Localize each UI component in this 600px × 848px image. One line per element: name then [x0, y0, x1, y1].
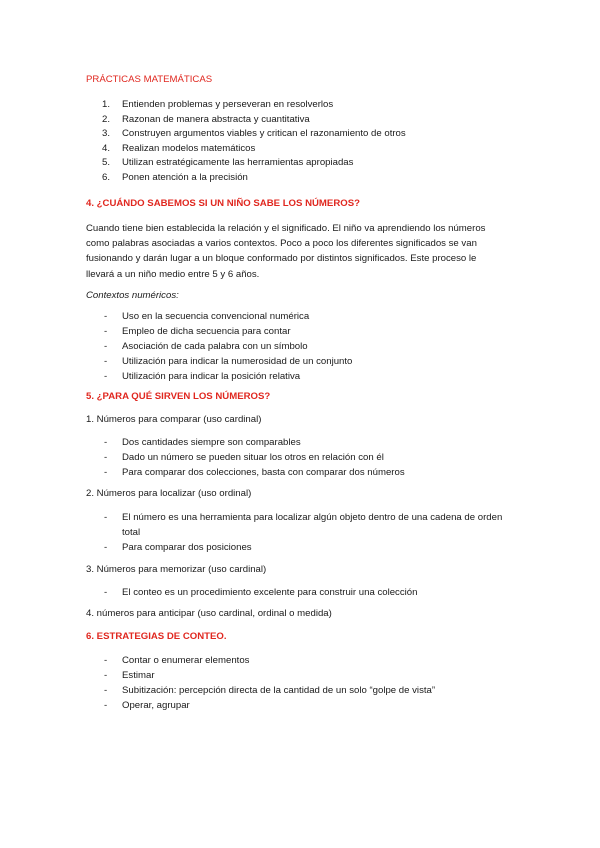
list-item: 5. Utilizan estratégicamente las herramientas apropiadas — [102, 157, 354, 168]
list-item: - Asociación de cada palabra con un símbolo — [104, 341, 308, 352]
list-item: - Dos cantidades siempre son comparables — [104, 437, 301, 448]
list-item: - Para comparar dos posiciones — [104, 542, 252, 553]
list-item: - Empleo de dicha secuencia para contar — [104, 326, 291, 337]
use-title-comparar: 1. Números para comparar (uso cardinal) — [86, 414, 262, 425]
list-item: - Uso en la secuencia convencional numérica — [104, 311, 310, 322]
contexts-label: Contextos numéricos: — [86, 290, 179, 301]
list-item: - Para comparar dos colecciones, basta con comparar dos números — [104, 467, 405, 478]
memorizar-list — [104, 585, 417, 600]
localizar-list — [104, 510, 516, 555]
list-item: 6. Ponen atención a la precisión — [102, 171, 248, 183]
practicas-list — [102, 98, 406, 185]
list-item: 3. Construyen argumentos viables y critican el razonamiento de otros — [102, 128, 406, 139]
list-item: 2. Razonan de manera abstracta y cuantitativa — [102, 113, 310, 125]
list-item: - El número es una herramienta para localizar algún objeto dentro de una cadena de orden total — [104, 512, 503, 538]
list-item: - Utilización para indicar la posición relativa — [104, 371, 301, 382]
section6-heading: 6. ESTRATEGIAS DE CONTEO. — [86, 631, 227, 642]
list-item: - Subitización: percepción directa de la cantidad de un solo “golpe de vista” — [104, 685, 436, 696]
conteo-list — [104, 653, 435, 713]
section4-paragraph: Cuando tiene bien establecida la relación y el significado. El niño va aprendiendo los números como palabras asociadas a varios contextos. Poco a poco los diferentes significados se van fusionando y darán lugar a un bloque conformado por distintos significados. Este proceso le llevará a un niño medio entre 5 y 6 años. — [86, 223, 486, 280]
section4-heading: 4. ¿CUÁNDO SABEMOS SI UN NIÑO SABE LOS NÚMEROS? — [86, 198, 360, 209]
use-title-anticipar: 4. números para anticipar (uso cardinal, ordinal o medida) — [86, 608, 332, 619]
use-title-memorizar: 3. Números para memorizar (uso cardinal) — [86, 564, 267, 575]
list-item: 4. Realizan modelos matemáticos — [102, 142, 256, 154]
list-item: - Operar, agrupar — [104, 700, 190, 711]
section5-heading: 5. ¿PARA QUÉ SIRVEN LOS NÚMEROS? — [86, 391, 271, 402]
list-item: - Utilización para indicar la numerosidad de un conjunto — [104, 356, 353, 367]
use-title-localizar: 2. Números para localizar (uso ordinal) — [86, 488, 252, 499]
contexts-list — [104, 309, 352, 384]
practicas-title: PRÁCTICAS MATEMÁTICAS — [86, 74, 213, 85]
list-item: - El conteo es un procedimiento excelente para construir una colección — [104, 587, 418, 598]
list-item: - Contar o enumerar elementos — [104, 655, 250, 666]
list-item: - Estimar — [104, 670, 155, 681]
comparar-list — [104, 435, 405, 480]
list-item: - Dado un número se pueden situar los otros en relación con él — [104, 452, 384, 463]
list-item: 1. Entienden problemas y perseveran en resolverlos — [102, 99, 334, 110]
